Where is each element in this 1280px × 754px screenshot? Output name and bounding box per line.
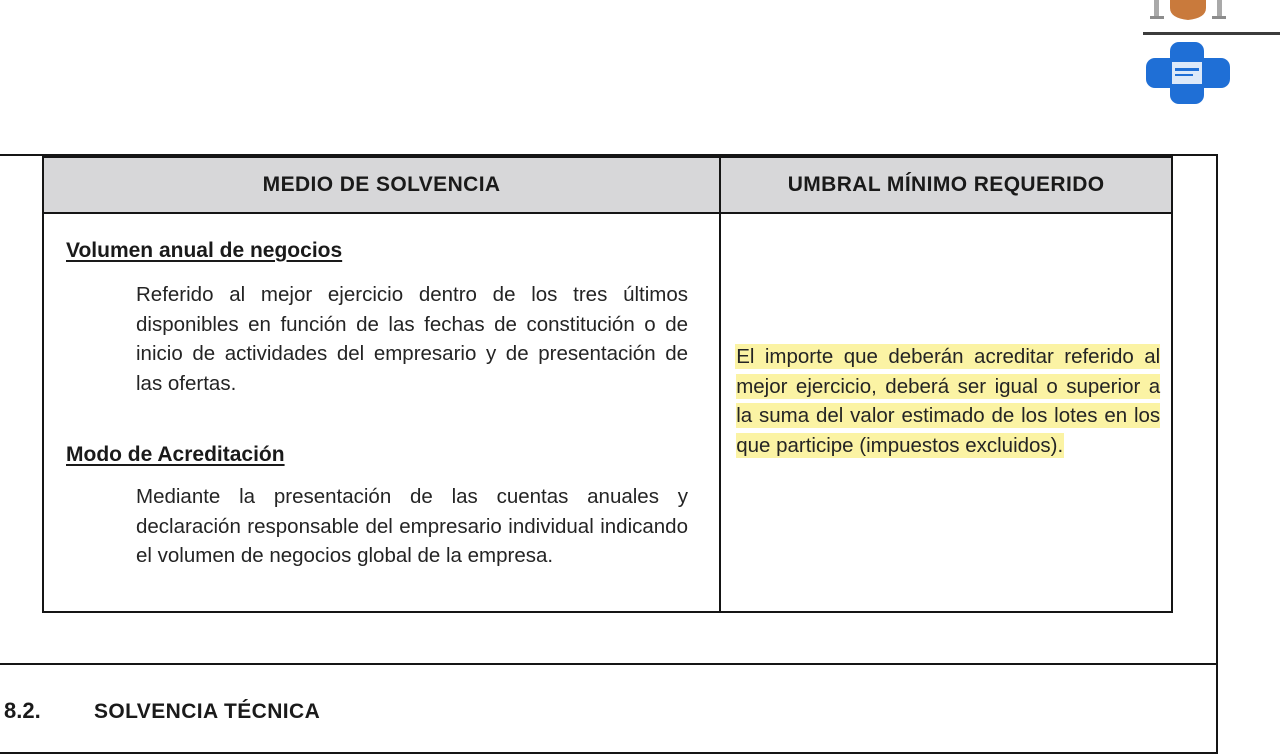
accreditation-description: Mediante la presentación de las cuentas anuales y declaración responsable del empresario individual indicando el volumen de negocios global de la empresa. bbox=[136, 485, 688, 567]
section-number: 8.2. bbox=[4, 698, 41, 723]
threshold-text bbox=[736, 342, 1160, 460]
section-title: SOLVENCIA TÉCNICA bbox=[94, 700, 321, 723]
table-header-row bbox=[43, 157, 1172, 213]
frame-divider bbox=[0, 663, 1218, 665]
highlighted-threshold: El importe que deberán acreditar referido al mejor ejercicio, deberá ser igual o superior a la suma del valor estimado de los lotes en los que participe (impuestos excluidos). bbox=[736, 345, 1161, 457]
header-medio-de-solvencia: MEDIO DE SOLVENCIA bbox=[43, 157, 720, 213]
table-row bbox=[43, 213, 1172, 612]
coat-of-arms-icon bbox=[1148, 0, 1228, 20]
volume-heading: Volumen anual de negocios bbox=[66, 239, 343, 262]
accreditation-heading: Modo de Acreditación bbox=[66, 443, 285, 466]
threshold-cell bbox=[720, 213, 1172, 612]
header-umbral-minimo: UMBRAL MÍNIMO REQUERIDO bbox=[720, 157, 1172, 213]
solvency-means-cell bbox=[43, 213, 720, 612]
solvency-table bbox=[42, 156, 1173, 613]
volume-description: Referido al mejor ejercicio dentro de los tres últimos disponibles en función de las fechas de constitución o de inicio de actividades del empresario y de presentación de las ofertas. bbox=[136, 283, 688, 395]
header-rule bbox=[1143, 32, 1280, 35]
cross-logo-icon bbox=[1146, 42, 1230, 104]
